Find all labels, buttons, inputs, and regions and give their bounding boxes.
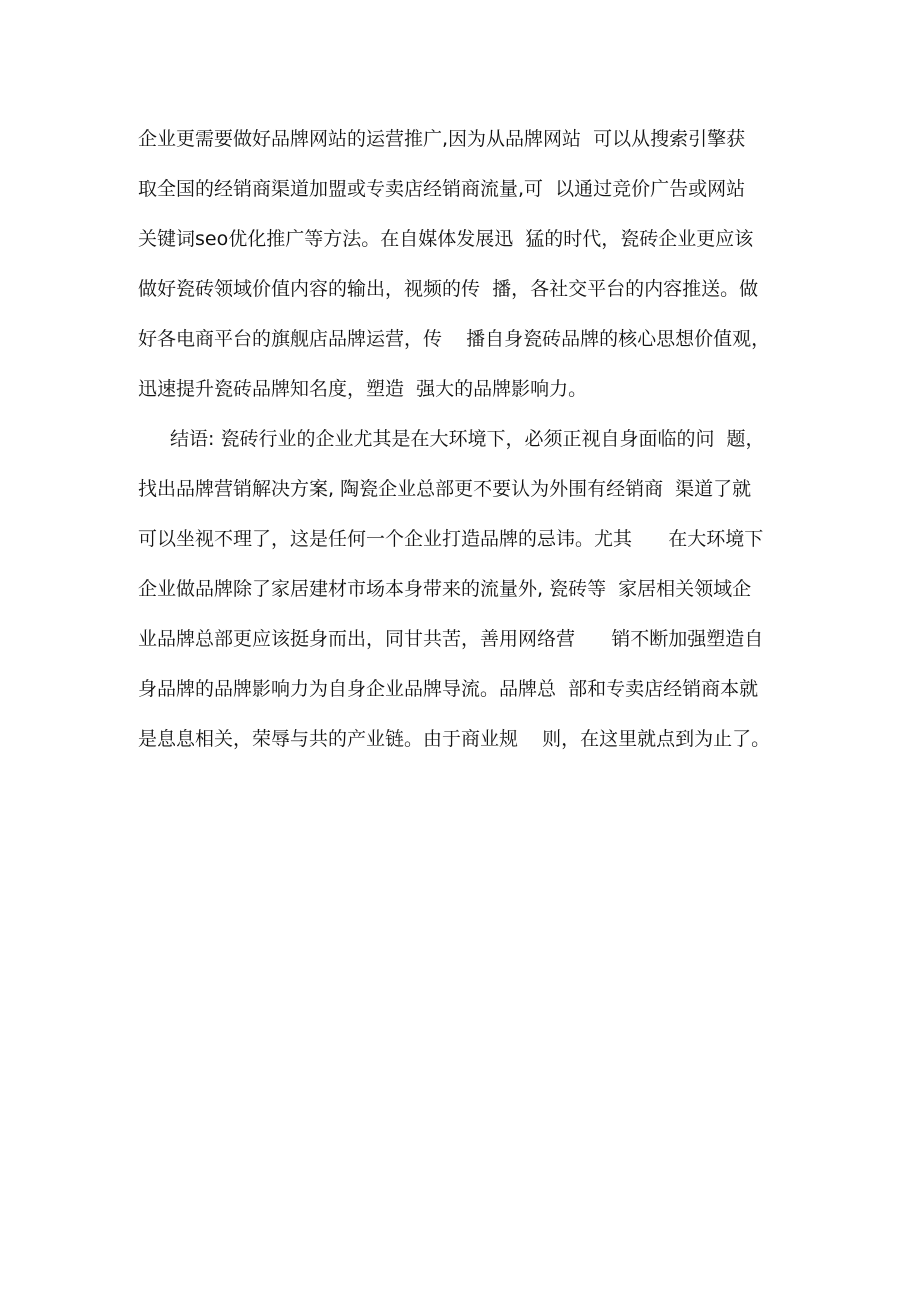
text-line: 企业做品牌除了家居建材市场本身带来的流量外, 瓷砖等 家居相关领域企 [138,578,752,600]
text-line: 取全国的经销商渠道加盟或专卖店经销商流量,可 以通过竞价广告或网站 [138,178,746,200]
text-line: 企业更需要做好品牌网站的运营推广,因为从品牌网站 可以从搜索引擎获 [138,128,746,150]
text-line: 迅速提升瓷砖品牌知名度，塑造 强大的品牌影响力。 [138,378,588,400]
text-line: 好各电商平台的旗舰店品牌运营，传 播自身瓷砖品牌的核心思想价值观， [138,328,771,350]
text-line: 可以坐视不理了，这是任何一个企业打造品牌的忌讳。尤其 在大环境下 [138,528,764,550]
text-line: 找出品牌营销解决方案, 陶瓷企业总部更不要认为外围有经销商 渠道了就 [138,478,752,500]
text-line: 做好瓷砖领域价值内容的输出，视频的传 播，各社交平台的内容推送。做 [138,278,759,300]
text-line: 是息息相关，荣辱与共的产业链。由于商业规 则，在这里就点到为止了。 [138,728,771,750]
text-line: 业品牌总部更应该挺身而出，同甘共苦，善用网络营 销不断加强塑造自 [138,628,764,650]
text-line: 结语: 瓷砖行业的企业尤其是在大环境下，必须正视自身面临的问 题， [170,428,765,450]
text-line: 身品牌的品牌影响力为自身企业品牌导流。品牌总 部和专卖店经销商本就 [138,678,759,700]
text-line: 关键词seo优化推广等方法。在自媒体发展迅 猛的时代，瓷砖企业更应该 [138,228,754,250]
